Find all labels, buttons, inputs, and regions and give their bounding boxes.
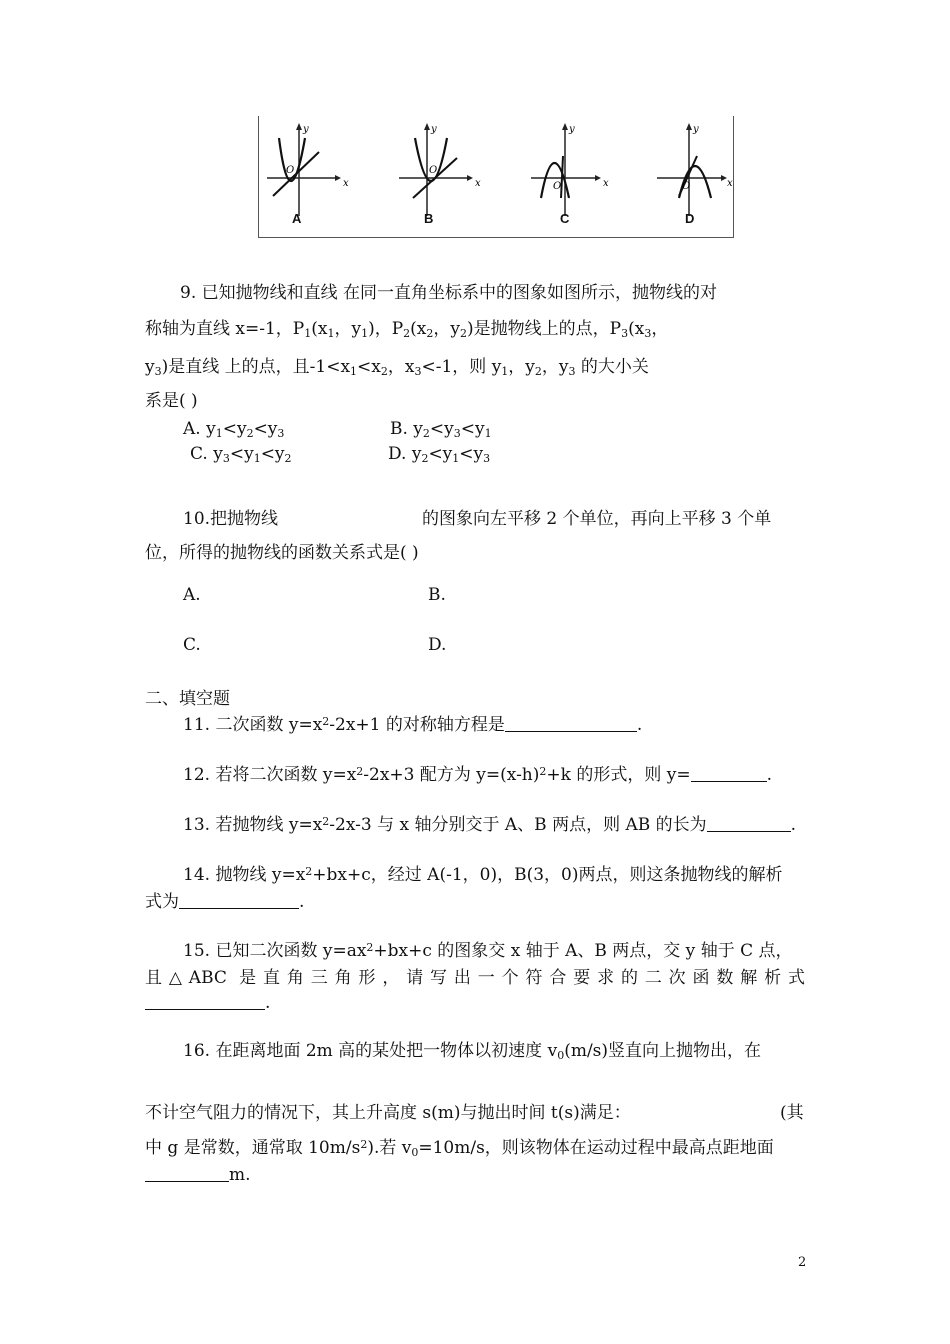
q16-line1: 16. 在距离地面 2m 高的某处把一物体以初速度 $v_0(m/s)$竖直向上抛物出，在 <box>183 1041 762 1062</box>
q15-line2: 且△ABC 是直角三角形，请写出一个符合要求的二次函数解析式 <box>145 968 805 988</box>
q12: 12. 若将二次函数 $y=x^2-2x+3$ 配方为 $y=(x-h)^2+k$ 的形式，则 y= . <box>183 765 772 785</box>
graph-a-plot <box>259 116 349 226</box>
q12-answer-blank[interactable] <box>691 765 767 782</box>
q9-option-c: C. $y_3<y_1<y_2$ <box>190 444 292 465</box>
q11: 11. 二次函数 $y=x^2-2x+1$ 的对称轴方程是 . <box>183 715 643 735</box>
graph-c-origin: O <box>553 181 562 192</box>
graph-d <box>649 116 739 226</box>
graph-c <box>523 116 613 226</box>
graph-c-x-label: x <box>603 178 609 189</box>
q10-option-b: B. <box>428 585 446 605</box>
q10-option-a: A. <box>183 585 201 605</box>
graph-options-figure <box>258 116 734 238</box>
q10-line1a: 10.把抛物线 <box>183 509 279 529</box>
q9-line1: 9. 已知抛物线和直线 在同一直角坐标系中的图象如图所示，抛物线的对 <box>180 283 718 303</box>
q10-option-c: C. <box>183 635 201 655</box>
q9-line4: 系是( ) <box>145 391 198 411</box>
q13-answer-blank[interactable] <box>707 815 791 832</box>
q14-line2: 式为 . <box>145 892 305 912</box>
q16-line2-end: (其 <box>780 1103 804 1123</box>
graph-b-plot <box>391 116 481 226</box>
q15-answer-blank[interactable] <box>145 993 265 1010</box>
q10-line2: 位，所得的抛物线的函数关系式是( ) <box>145 543 419 563</box>
graph-a-x-label: x <box>343 178 349 189</box>
q16-line3: 中 g 是常数，通常取 $10m/s^2$).若 $v_0=10m/s$，则该物体在运动过程中最高点距地面 <box>145 1138 774 1159</box>
q9-option-b: B. $y_2<y_3<y_1$ <box>390 419 492 440</box>
q10-option-d: D. <box>428 635 447 655</box>
q11-answer-blank[interactable] <box>505 715 637 732</box>
graph-d-plot <box>649 116 739 226</box>
graph-a-label: A <box>292 211 302 226</box>
q13: 13. 若抛物线 $y=x^2-2x-3$ 与 x 轴分别交于 A、B 两点，则 AB 的长为 . <box>183 815 797 835</box>
graph-d-origin: O <box>682 181 691 192</box>
section-title: 二、填空题 <box>145 689 230 709</box>
q9-line3: $y_3$)是直线 上的点，且$-1<x_1<x_2$，$x_3<-1$，则 $y_1$，$y_2$，$y_3$ 的大小关 <box>145 357 649 378</box>
q16-answer-blank[interactable] <box>145 1165 229 1182</box>
q15-line3: . <box>145 992 270 1014</box>
q14-line1: 14. 抛物线 $y=x^2+bx+c$，经过 A(-1，0)，B(3，0)两点，则这条抛物线的解析 <box>183 865 783 885</box>
graph-d-x-label: x <box>727 178 733 189</box>
q14-answer-blank[interactable] <box>179 892 299 909</box>
graph-b-label: B <box>424 211 434 226</box>
graph-c-plot <box>523 116 613 226</box>
graph-a <box>259 116 349 226</box>
graph-b-y-label: y <box>431 124 437 135</box>
graph-b-x-label: x <box>475 178 481 189</box>
page-number: 2 <box>798 1255 807 1270</box>
graph-d-y-label: y <box>693 124 699 135</box>
q16-line2: 不计空气阻力的情况下，其上升高度 s(m)与抛出时间 t(s)满足： <box>145 1103 631 1123</box>
graph-a-y-label: y <box>303 124 309 135</box>
graph-b <box>391 116 481 226</box>
q9-option-d: D. $y_2<y_1<y_3$ <box>388 444 491 465</box>
graph-c-label: C <box>560 211 570 226</box>
q10-line1b: 的图象向左平移 2 个单位，再向上平移 3 个单 <box>422 509 772 529</box>
graph-b-origin: O <box>429 165 438 176</box>
q9-line2: 称轴为直线 x=-1，$P_1(x_1$，$y_1$)，$P_2(x_2$，$y_2$)是抛物线上的点，$P_3(x_3$， <box>145 319 669 340</box>
graph-a-origin: O <box>286 165 295 176</box>
graph-d-label: D <box>685 211 695 226</box>
q15-line1: 15. 已知二次函数 $y=ax^2+bx+c$ 的图象交 x 轴于 A、B 两点，交 y 轴于 C 点， <box>183 941 793 961</box>
q9-option-a: A. $y_1<y_2<y_3$ <box>183 419 285 440</box>
q16-line4: m. <box>145 1164 251 1186</box>
graph-c-y-label: y <box>569 124 575 135</box>
